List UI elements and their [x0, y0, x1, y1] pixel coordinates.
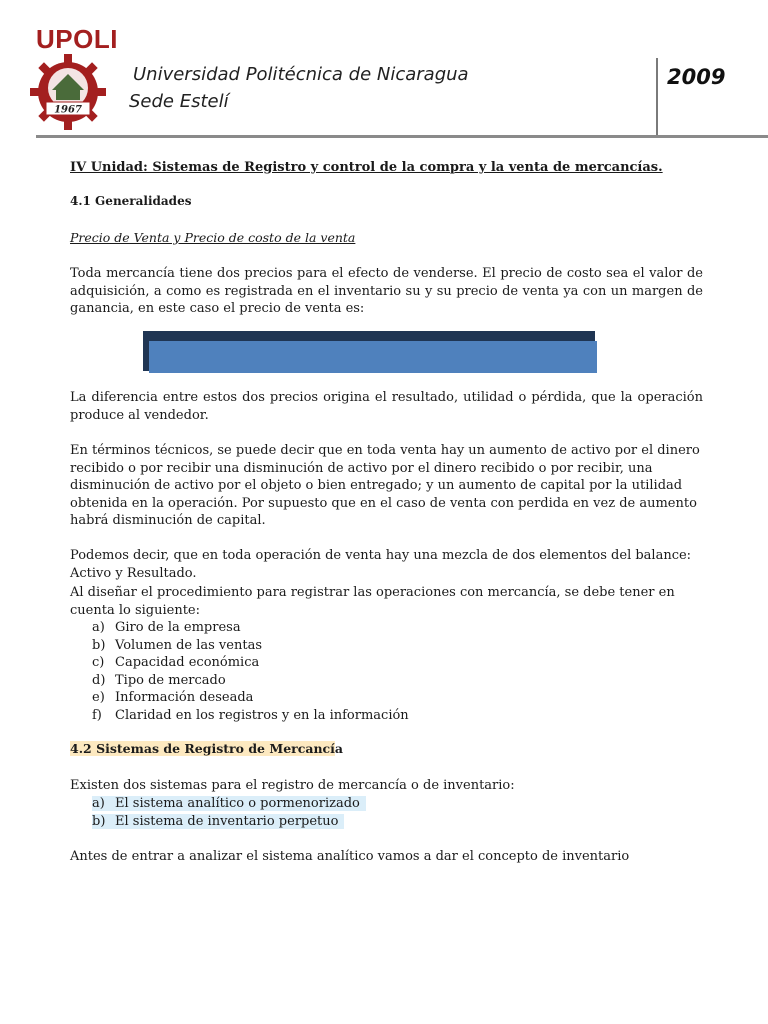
list-item: f) Claridad en los registros y en la información	[92, 707, 409, 723]
header-divider	[36, 135, 768, 138]
list-item: b) Volumen de las ventas	[92, 637, 262, 653]
university-name: Universidad Politécnica de Nicaragua	[133, 64, 469, 85]
logo-wordmark: UPOLI	[36, 24, 118, 54]
subsection-heading: Precio de Venta y Precio de costo de la venta	[70, 230, 356, 245]
paragraph-inventory-concept: Antes de entrar a analizar el sistema analítico vamos a dar el concepto de inventario	[70, 849, 630, 864]
formula-box	[149, 341, 597, 373]
list-item: a) Giro de la empresa	[92, 620, 241, 635]
paragraph-systems-intro: Existen dos sistemas para el registro de mercancía o de inventario:	[70, 778, 515, 793]
list-item: e) Información deseada	[92, 690, 254, 706]
paragraph-technical-terms: En términos técnicos, se puede decir que en toda venta hay un aumento de activo por el dinero recibido o por recibir una disminución de activo por el dinero recibido o por recibir, una disminución de activo por el objeto o bien entregado; y un aumento de capital por la utilidad obtenida en la operación. Por supuesto que en el caso de venta con perdida en vez de aumento habrá disminución de capital.	[70, 443, 700, 529]
paragraph-balance-elements: Podemos decir, que en toda operación de venta hay una mezcla de dos elementos del balance: Activo y Resultado.	[70, 548, 692, 581]
university-seal-logo	[28, 52, 108, 132]
campus-name: Sede Estelí	[129, 91, 229, 112]
paragraph-procedure: Al diseñar el procedimiento para registrar las operaciones con mercancía, se debe tener en cuenta lo siguiente:	[70, 585, 675, 618]
factors-list	[92, 619, 409, 725]
list-item: d) Tipo de mercado	[92, 672, 226, 688]
paragraph-difference: La diferencia entre estos dos precios origina el resultado, utilidad o pérdida, que la operación produce al vendedor.	[70, 390, 703, 423]
unit-title: IV Unidad: Sistemas de Registro y control de la compra y la venta de mercancías.	[70, 160, 663, 175]
header-divider-vertical	[656, 58, 658, 136]
list-item: a) El sistema analítico o pormenorizado	[92, 795, 366, 813]
section-heading-4-1: 4.1 Generalidades	[70, 194, 192, 208]
systems-list	[92, 795, 366, 830]
logo-year: 1967	[54, 104, 82, 116]
list-item: c) Capacidad económica	[92, 655, 260, 671]
header-year: 2009	[667, 65, 726, 89]
paragraph-prices: Toda mercancía tiene dos precios para el efecto de venderse. El precio de costo sea el valor de adquisición, a como es registrada en el inventario su y su precio de venta ya con un margen de ganancia, en este caso el precio de venta es:	[70, 266, 703, 317]
section-heading-4-2: 4.2 Sistemas de Registro de Mercancía	[70, 741, 344, 756]
list-item: b) El sistema de inventario perpetuo	[92, 813, 366, 831]
